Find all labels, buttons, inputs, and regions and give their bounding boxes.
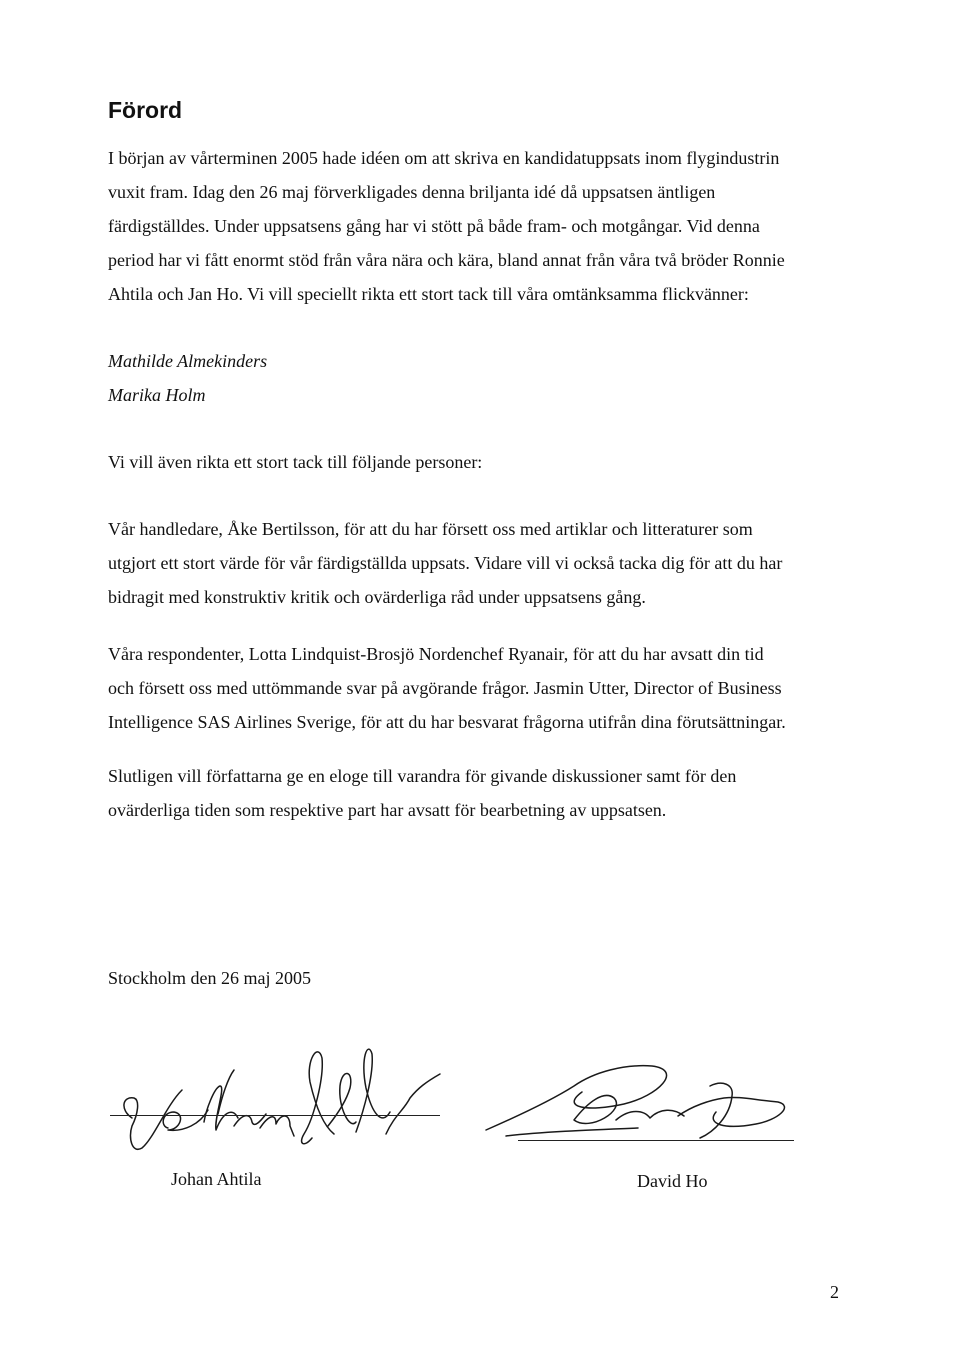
girlfriend-name: Mathilde Almekinders xyxy=(108,351,268,371)
intro-paragraph xyxy=(108,141,848,311)
paragraph-line: Ahtila och Jan Ho. Vi vill speciellt rikta ett stort tack till våra omtänksamma flickvänner: xyxy=(108,284,749,304)
paragraph-line: period har vi fått enormt stöd från våra nära och kära, bland annat från våra två bröder Ronnie xyxy=(108,250,785,270)
girlfriends-list xyxy=(108,344,848,412)
page-title: Förord xyxy=(108,97,183,123)
paragraph-line: Intelligence SAS Airlines Sverige, för att du har besvarat frågorna utifrån dina förutsättningar. xyxy=(108,712,786,732)
paragraph-line: vuxit fram. Idag den 26 maj förverkligades denna briljanta idé då uppsatsen äntligen xyxy=(108,182,716,202)
paragraph-line: utgjort ett stort värde för vår färdigställda uppsats. Vidare vill vi också tacka dig för att du har xyxy=(108,553,783,573)
paragraph-line: ovärderliga tiden som respektive part har avsatt för bearbetning av uppsatsen. xyxy=(108,800,667,820)
paragraph-line: färdigställdes. Under uppsatsens gång har vi stött på både fram- och motgångar. Vid denna xyxy=(108,216,760,236)
signature-david-ho xyxy=(478,1050,818,1160)
paragraph-line: bidragit med konstruktiv kritik och ovärderliga råd under uppsatsens gång. xyxy=(108,587,646,607)
paragraph-line: Vi vill även rikta ett stort tack till följande personer: xyxy=(108,452,483,472)
signature-line-right xyxy=(518,1140,794,1141)
signature-line-left xyxy=(110,1115,440,1116)
signatory-name-left: Johan Ahtila xyxy=(171,1169,262,1189)
paragraph-line: och försett oss med uttömmande svar på avgörande frågor. Jasmin Utter, Director of Business xyxy=(108,678,782,698)
signature-johan-ahtila xyxy=(110,1030,450,1170)
paragraph-line: Vår handledare, Åke Bertilsson, för att du har försett oss med artiklar och litteraturer som xyxy=(108,519,753,539)
place-date-text: Stockholm den 26 maj 2005 xyxy=(108,968,311,988)
paragraph-line: Våra respondenter, Lotta Lindquist-Brosjö Nordenchef Ryanair, för att du har avsatt din tid xyxy=(108,644,764,664)
thanks-persons-intro xyxy=(108,445,848,479)
paragraph-line: Slutligen vill författarna ge en eloge till varandra för givande diskussioner samt för den xyxy=(108,766,737,786)
place-date xyxy=(108,961,848,995)
paragraph-line: I början av vårterminen 2005 hade idéen om att skriva en kandidatuppsats inom flygindustrin xyxy=(108,148,780,168)
girlfriend-name: Marika Holm xyxy=(108,385,206,405)
supervisor-paragraph xyxy=(108,512,848,614)
respondents-paragraph xyxy=(108,637,848,739)
signatory-name-right: David Ho xyxy=(637,1171,708,1191)
closing-paragraph xyxy=(108,759,848,827)
page-number: 2 xyxy=(830,1282,839,1302)
